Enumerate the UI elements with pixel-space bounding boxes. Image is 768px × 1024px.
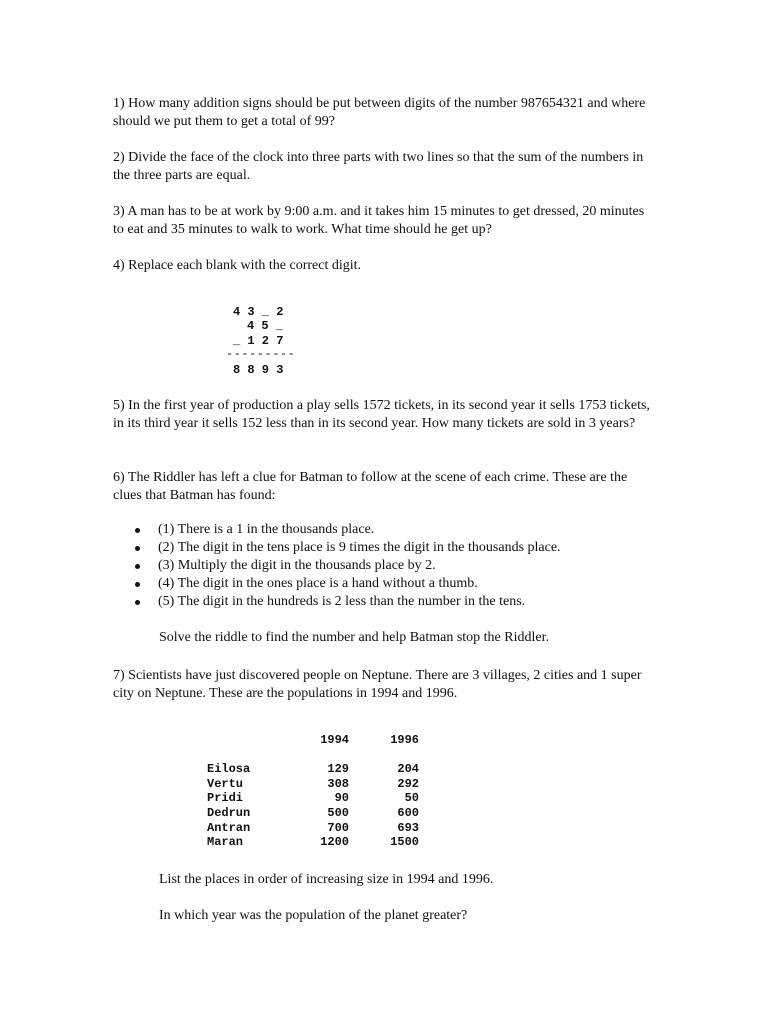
question-6: 6) The Riddler has left a clue for Batman to follow at the scene of each crime. These are the clues that Batman has found: <box>113 470 628 503</box>
population-1994: 129 <box>327 762 349 777</box>
bullet-icon <box>135 546 140 551</box>
table-row <box>207 821 419 836</box>
population-1994: 90 <box>334 791 349 806</box>
list-item: (5) The digit in the hundreds is 2 less than the number in the tens. <box>113 593 673 611</box>
addition-row-3: _ 1 2 7 <box>233 334 284 348</box>
addition-rule: --------- <box>226 347 296 361</box>
population-table <box>207 733 419 850</box>
population-1994: 308 <box>327 776 349 791</box>
column-header-1996: 1996 <box>390 733 419 747</box>
population-1996: 50 <box>404 791 419 806</box>
table-row <box>207 791 419 806</box>
question-3: 3) A man has to be at work by 9:00 a.m. and it takes him 15 minutes to get dressed, 20 minutes to eat and 35 minutes to walk to work. What time should he get up? <box>113 204 645 237</box>
place-name: Maran <box>207 835 244 850</box>
population-1996: 1500 <box>390 835 419 850</box>
population-1994: 500 <box>327 805 349 820</box>
bullet-icon <box>135 528 140 533</box>
place-name: Pridi <box>207 791 244 806</box>
population-1994: 700 <box>327 820 349 835</box>
table-row <box>207 762 419 777</box>
population-1996: 600 <box>397 805 419 820</box>
place-name: Dedrun <box>207 805 251 820</box>
population-1996: 204 <box>397 762 419 777</box>
question-5: 5) In the first year of production a play sells 1572 tickets, in its second year it sells 1753 tickets, in its third year it sells 152 less than in its second year. How many tickets are sold in 3 years? <box>113 398 650 431</box>
question-2: 2) Divide the face of the clock into three parts with two lines so that the sum of the numbers in the three parts are equal. <box>113 150 644 183</box>
addition-sum: 8 8 9 3 <box>233 363 284 377</box>
table-row <box>207 835 419 850</box>
population-1996: 693 <box>397 820 419 835</box>
question-1: 1) How many addition signs should be put between digits of the number 987654321 and where should we put them to get a total of 99? <box>113 96 646 129</box>
addition-row-2: 4 5 _ <box>247 319 284 333</box>
question-7-list: List the places in order of increasing size in 1994 and 1996. <box>159 872 494 887</box>
table-header-row <box>207 733 419 748</box>
place-name: Eilosa <box>207 762 251 777</box>
list-item: (1) There is a 1 in the thousands place. <box>113 521 673 539</box>
addition-row-1: 4 3 _ 2 <box>233 305 284 319</box>
place-name: Vertu <box>207 776 244 791</box>
place-name: Antran <box>207 820 251 835</box>
bullet-icon <box>135 582 140 587</box>
column-header-1994: 1994 <box>320 733 349 747</box>
population-1994: 1200 <box>320 835 349 850</box>
clue-list <box>113 521 673 611</box>
question-6-solve: Solve the riddle to find the number and help Batman stop the Riddler. <box>159 630 549 645</box>
question-7: 7) Scientists have just discovered people on Neptune. There are 3 villages, 2 cities and 1 super city on Neptune. These are the populations in 1994 and 1996. <box>113 668 642 701</box>
bullet-icon <box>135 600 140 605</box>
question-7-year: In which year was the population of the planet greater? <box>159 908 468 923</box>
list-item: (3) Multiply the digit in the thousands place by 2. <box>113 557 673 575</box>
table-row <box>207 806 419 821</box>
bullet-icon <box>135 564 140 569</box>
table-row <box>207 777 419 792</box>
list-item: (4) The digit in the ones place is a hand without a thumb. <box>113 575 673 593</box>
list-item: (2) The digit in the tens place is 9 times the digit in the thousands place. <box>113 539 673 557</box>
population-1996: 292 <box>397 776 419 791</box>
question-4: 4) Replace each blank with the correct digit. <box>113 258 362 273</box>
